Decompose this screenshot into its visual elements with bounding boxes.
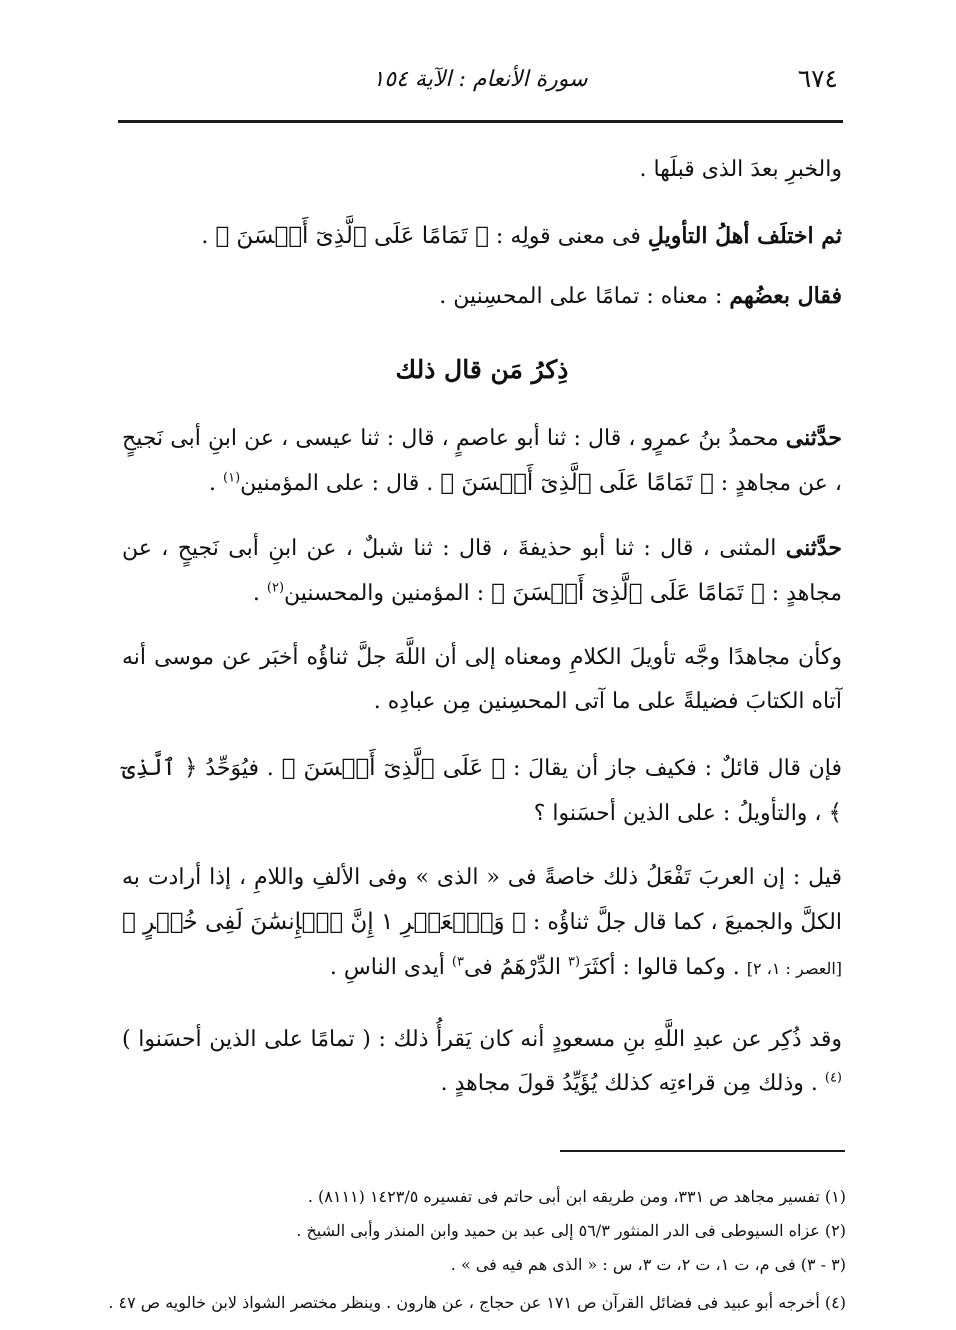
paragraph-2 [122, 214, 842, 259]
footnote-marker: (١) [223, 470, 241, 486]
paragraph-5-text-2: : المؤمنين والمحسنين [284, 581, 492, 606]
paragraph-1-text: والخبرِ بعدَ الذى قبلَها . [639, 157, 842, 182]
footnote-1: (١) تفسير مجاهد ص ٣٣١، ومن طريقه ابن أبى حاتم فى تفسيره ١٤٢٣/٥ (٨١١١) . [307, 1187, 846, 1206]
paragraph-3 [122, 274, 842, 319]
quran-quote: ﴿ تَمَامًا عَلَى ٱلَّذِىٓ أَحۡسَنَ ﴾ [215, 223, 489, 249]
paragraph-4-text: محمدُ بنُ عمرٍو ، قال : ثنا أبو عاصمٍ ، قال : ثنا عيسى ، عن ابنِ أبى نَجيحٍ ، عن مجاهدٍ : [122, 426, 842, 496]
footnote-3: (٣ - ٣) فى م، ت ١، ت ٢، ت ٣، س : « الذى هم فيه فى » . [450, 1255, 846, 1274]
quran-quote: ﴿ ٱلَّذِىٓ ﴾ [122, 755, 842, 826]
verse-reference: [العصر : ١، ٢] [746, 959, 842, 978]
running-header-title: سورة الأنعام : الآية ١٥٤ [372, 67, 588, 92]
paragraph-6 [122, 636, 842, 724]
paragraph-8 [122, 856, 842, 991]
footnote-marker: (٤) [824, 1070, 842, 1086]
paragraph-9-end: . وذلك مِن قراءتِه كذلك يُؤَيِّدُ قولَ مجاهدٍ . [440, 1071, 825, 1096]
paragraph-2-text: فى معنى قولِه : [488, 224, 648, 249]
footnote-marker: (٣ [568, 954, 581, 970]
paragraph-4-text-2: . قال : على المؤمنين [240, 471, 441, 496]
paragraph-7-text: فإن قال قائلٌ : فكيف جاز أن يقالَ : [505, 756, 843, 781]
quran-quote: ﴿ وَٱلۡعَصۡرِ ١ إِنَّ ٱلۡإِنسَٰنَ لَفِى خُسۡرٍ ﴾ [122, 909, 526, 935]
paragraph-8-end: أيدى الناسِ . [329, 955, 452, 980]
quran-quote: ﴿ تَمَامًا عَلَى ٱلَّذِىٓ أَحۡسَنَ ﴾ [440, 470, 714, 496]
paragraph-6-text: وكأن مجاهدًا وجَّه تأويلَ الكلامِ ومعناه إلى أن اللَّهَ جلَّ ثناؤُه أخبَر عن موسى أنه آتاه الكتابَ فضيلةً على ما آتى المحسِنين مِن عبادِه . [122, 645, 842, 714]
footnote-marker: ٣) [451, 954, 464, 970]
paragraph-7-text-3: ، والتأويلُ : على الذين أحسَنوا ؟ [533, 801, 829, 826]
paragraph-5-text: المثنى ، قال : ثنا أبو حذيفةَ ، قال : ثنا شبلٌ ، عن ابنِ أبى نَجيحٍ ، عن مجاهدٍ : [122, 536, 842, 606]
paragraph-3-text: : معناه : تمامًا على المحسِنين . [439, 284, 730, 309]
footnote-4: (٤) أخرجه أبو عبيد فى فضائل القرآن ص ١٧١ عن حجاج ، عن هارون . وينظر مختصر الشواذ لابن خالويه ص ٤٧ . [108, 1293, 846, 1312]
paragraph-2-lead: ثم اختلَف أهلُ التأويلِ [647, 223, 842, 249]
paragraph-4-lead: حدَّثنى [785, 425, 842, 451]
paragraph-5-lead: حدَّثنى [785, 535, 842, 561]
section-heading: ذِكرُ مَن قال ذلك [395, 355, 569, 384]
page-number: ٦٧٤ [797, 64, 838, 93]
paragraph-7-text-2: . فيُوَحِّدُ [197, 756, 282, 781]
quran-quote: ﴿ عَلَى ٱلَّذِىٓ أَحۡسَنَ ﴾ [281, 755, 506, 781]
quran-quote: ﴿ تَمَامًا عَلَى ٱلَّذِىٓ أَحۡسَنَ ﴾ [491, 580, 765, 606]
paragraph-3-lead: فقال بعضُهم [729, 283, 842, 309]
paragraph-5-end: . [252, 581, 267, 606]
paragraph-4-end: . [209, 471, 224, 496]
paragraph-8-text-2: . وكما قالوا : أكثَرَ [580, 955, 747, 980]
footnote-2: (٢) عزاه السيوطى فى الدر المنثور ٥٦/٣ إلى عبد بن حميد وابن المنذر وأبى الشيخ . [296, 1221, 846, 1240]
paragraph-2-end: . [201, 224, 216, 249]
paragraph-1 [122, 148, 842, 192]
paragraph-8-text-3: الدِّرْهَمُ فى [463, 955, 569, 980]
paragraph-7 [122, 746, 842, 836]
paragraph-8-text: قيل : إن العربَ تَفْعَلُ ذلك خاصةً فى « الذى » وفى الألفِ واللامِ ، إذا أرادت به الكلَّ والجميعَ ، كما قال جلَّ ثناؤُه : [122, 865, 842, 935]
footnote-marker: (٢) [266, 580, 285, 596]
header-rule [118, 120, 843, 123]
footnote-rule [560, 1150, 845, 1152]
paragraph-5 [122, 526, 842, 616]
paragraph-4 [122, 416, 842, 506]
paragraph-9 [122, 1018, 842, 1106]
paragraph-9-text: وقد ذُكِر عن عبدِ اللَّهِ بنِ مسعودٍ أنه كان يَقرأُ ذلك : ( تمامًا على الذين أحسَنوا ) [122, 1027, 842, 1052]
